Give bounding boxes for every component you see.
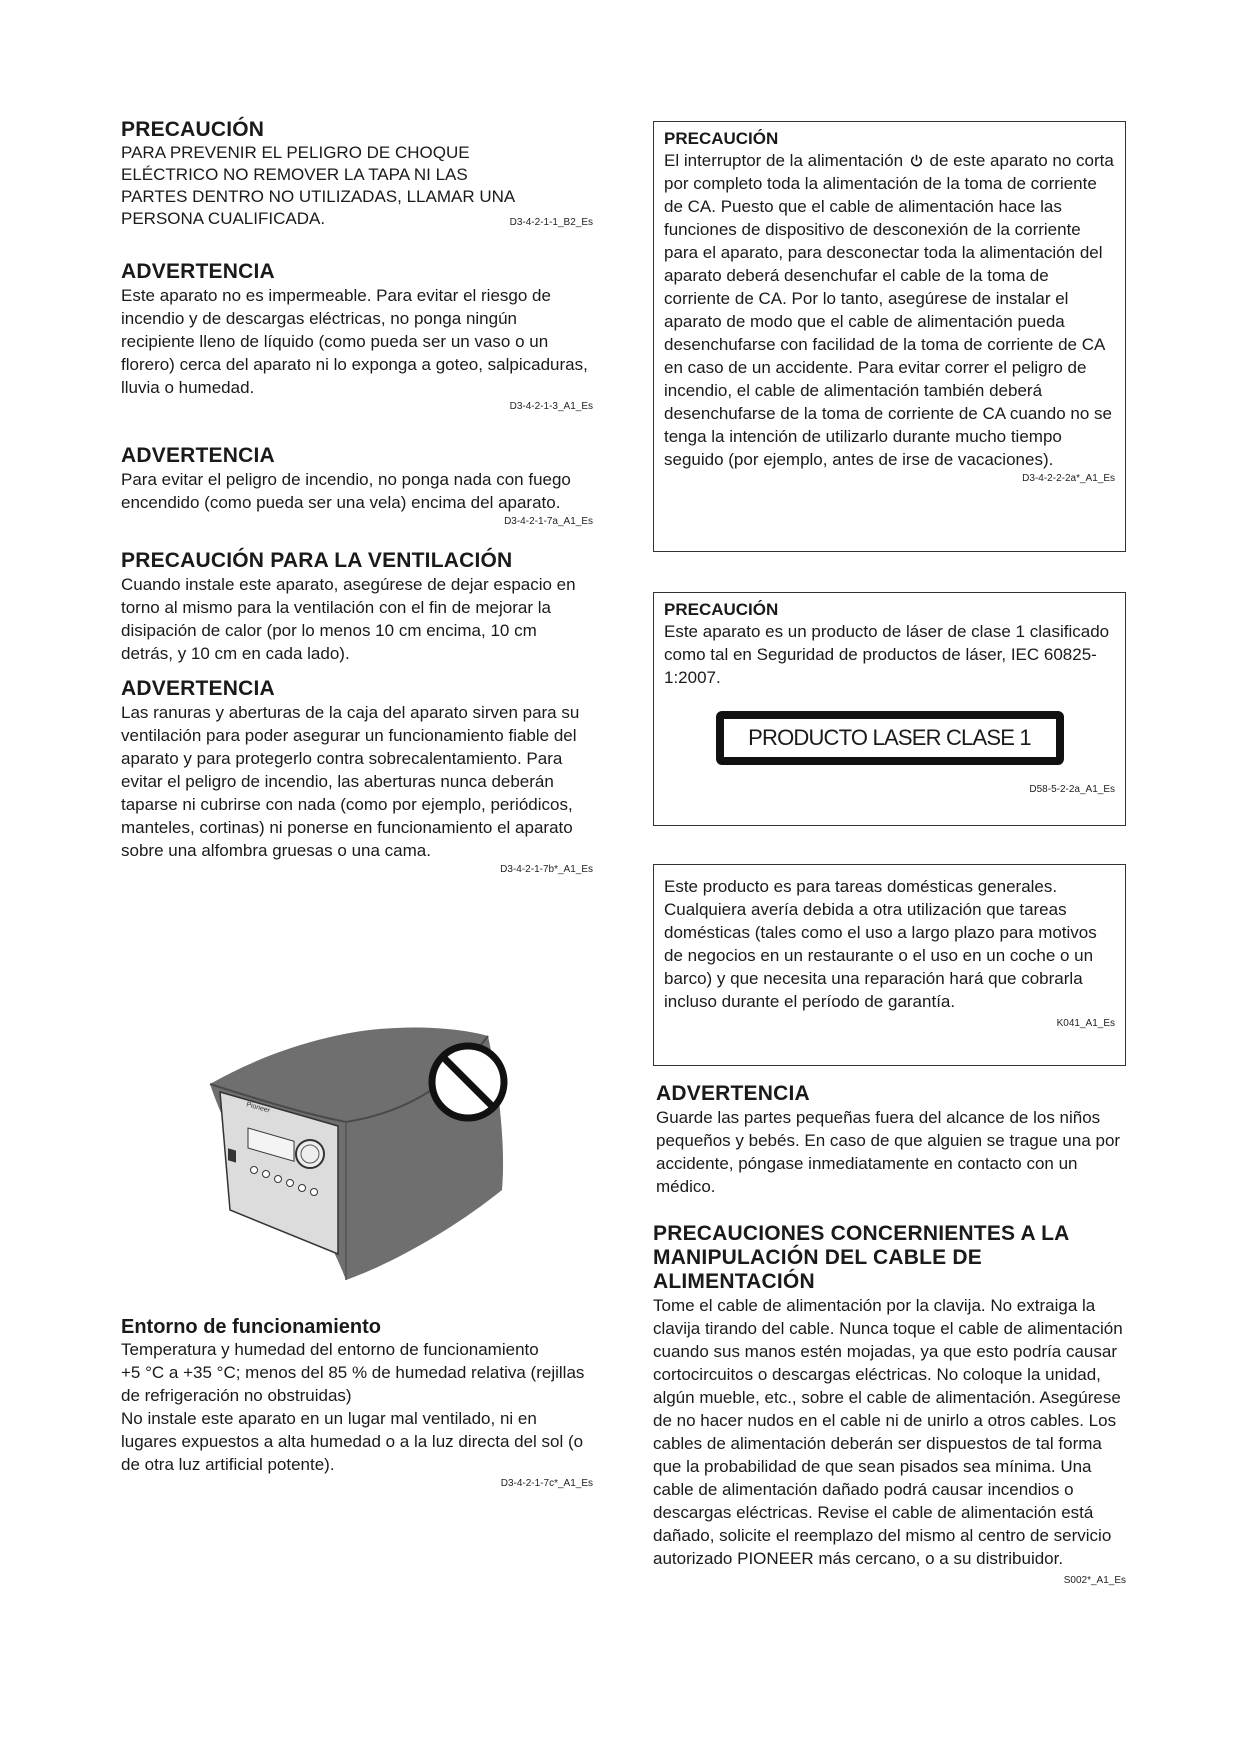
section-advertencia-impermeable: [121, 260, 593, 414]
reference-code: D3-4-2-1-1_B2_Es: [509, 217, 593, 228]
section-title: PRECAUCIÓN: [121, 118, 265, 141]
laser-class-label: [716, 711, 1064, 765]
warning-line: [121, 208, 593, 230]
box-title: PRECAUCIÓN: [664, 600, 779, 619]
box-body: Este aparato es un producto de láser de clase 1 clasificado como tal en Seguridad de productos de láser, IEC 60825-1:2007.: [664, 622, 1110, 687]
section-advertencia-aberturas: [121, 677, 593, 877]
reference-code: S002*_A1_Es: [1063, 1575, 1126, 1586]
box-precaucion-laser: [653, 592, 1126, 826]
section-precaucion-choque: [121, 118, 593, 230]
reference-code: D3-4-2-1-7c*_A1_Es: [500, 1478, 593, 1489]
box-body: [664, 149, 1115, 471]
section-entorno-funcionamiento: [121, 1316, 593, 1491]
section-body: Temperatura y humedad del entorno de funcionamiento +5 °C a +35 °C; menos del 85 % de humedad relativa (rejillas de refrigeración no obstruidas) No instale este aparato en un lugar mal ventilado, ni en lugares expuestos a alta humedad o a la luz directa del sol (o de otra luz artificial potente).: [121, 1340, 585, 1474]
reference-code: D3-4-2-1-7a_A1_Es: [504, 516, 593, 527]
section-title: PRECAUCIÓN PARA LA VENTILACIÓN: [121, 549, 513, 572]
reference-code: D3-4-2-1-7b*_A1_Es: [500, 864, 593, 875]
disc-slot: [228, 1148, 236, 1162]
box-precaucion-interruptor: [653, 121, 1126, 552]
warning-line: PARA PREVENIR EL PELIGRO DE CHOQUE: [121, 143, 470, 162]
section-title: ADVERTENCIA: [121, 677, 275, 700]
section-title: ADVERTENCIA: [121, 260, 275, 283]
reference-code: D58-5-2-2a_A1_Es: [1029, 784, 1115, 795]
reference-code: D3-4-2-1-3_A1_Es: [509, 401, 593, 412]
section-body: Las ranuras y aberturas de la caja del aparato sirven para su ventilación para poder asegurar un funcionamiento fiable del aparato y para protegerlo contra sobrecalentamiento. Para evitar el peligro de incendio, las aberturas nunca deberán taparse ni cubrirse con nada (como por ejemplo, periódicos, manteles, cortinas) ni ponerse en funcionamiento el aparato sobre una alfombra gruesas o una cama.: [121, 703, 580, 860]
section-cable-alimentacion: [653, 1222, 1126, 1588]
section-title: ADVERTENCIA: [121, 444, 275, 467]
section-title: ADVERTENCIA: [656, 1082, 810, 1105]
prohibition-icon: [432, 1046, 504, 1118]
section-advertencia-partes: [653, 1082, 1126, 1198]
section-body: Para evitar el peligro de incendio, no ponga nada con fuego encendido (como pueda ser una vela) encima del aparato.: [121, 470, 571, 512]
warning-line: PARTES DENTRO NO UTILIZADAS, LLAMAR UNA: [121, 187, 516, 206]
warning-line-text: PERSONA CUALIFICADA.: [121, 209, 326, 228]
covered-stereo-illustration: [206, 1022, 536, 1284]
section-ventilacion: [121, 549, 593, 665]
section-body: Cuando instale este aparato, asegúrese de dejar espacio en torno al mismo para la ventilación con el fin de mejorar la disipación de calor (por lo menos 10 cm encima, 10 cm detrás, y 10 cm en cada lado).: [121, 575, 576, 663]
section-title: Entorno de funcionamiento: [121, 1316, 381, 1338]
section-advertencia-fuego: [121, 444, 593, 529]
box-uso-domestico: [653, 864, 1126, 1066]
box-title: PRECAUCIÓN: [664, 129, 779, 148]
section-title: PRECAUCIONES CONCERNIENTES A LA MANIPULACIÓN DEL CABLE DE ALIMENTACIÓN: [653, 1222, 1069, 1293]
box-body: Este producto es para tareas domésticas generales. Cualquiera avería debida a otra utilización que tareas domésticas (tales como el uso a largo plazo para motivos de negocios en un restaurante o el uso en un coche o un barco) y que necesita una reparación hará que cobrarla incluso durante el período de garantía.: [664, 877, 1097, 1011]
section-body: Este aparato no es impermeable. Para evitar el riesgo de incendio y de descargas eléctricas, no ponga ningún recipiente lleno de líquido (como pueda ser un vaso o un florero) cerca del aparato ni lo exponga a goteo, salpicaduras, lluvia o humedad.: [121, 286, 588, 397]
reference-code: K041_A1_Es: [1056, 1018, 1115, 1029]
laser-label-text: PRODUCTO LASER CLASE 1: [748, 725, 1031, 750]
section-body: Guarde las partes pequeñas fuera del alcance de los niños pequeños y bebés. En caso de que alguien se trague una por accidente, póngase inmediatamente en contacto con un médico.: [656, 1108, 1121, 1196]
section-entorno: [121, 1316, 593, 1491]
box-body-text: El interruptor de la alimentación: [664, 151, 904, 170]
volume-knob: [296, 1140, 324, 1168]
left-column: [121, 118, 593, 877]
section-body: Tome el cable de alimentación por la clavija. No extraiga la clavija tirando del cable. Nunca toque el cable de alimentación cuando sus manos estén mojadas, ya que esto podría causar cortocircuitos o descargas eléctricas. No coloque la unidad, algún mueble, etc., sobre el cable de alimentación. Asegúrese de no hacer nudos en el cable ni de unirlo a otros cables. Los cables de alimentación deberán ser dispuestos de tal forma que la probabilidad de que sean pisados sea mínima. Una cable de alimentación dañado podrá causar incendios o descargas eléctricas. Revise el cable de alimentación está dañado, solicite el reemplazo del mismo al centro de servicio autorizado PIONEER más cercano, o a su distribuidor.: [653, 1296, 1123, 1568]
warning-line: ELÉCTRICO NO REMOVER LA TAPA NI LAS: [121, 165, 468, 184]
reference-code: D3-4-2-2-2a*_A1_Es: [1022, 473, 1115, 484]
power-icon: [910, 154, 923, 167]
right-column: [653, 121, 1126, 1588]
box-body-text: de este aparato no corta por completo toda la alimentación de la toma de corriente de CA. Puesto que el cable de alimentación hace las funciones de dispositivo de desconexión de la corriente para el aparato, para desconectar toda la alimentación del aparato deberá desenchufar el cable de la toma de corriente de CA. Por lo tanto, asegúrese de instalar el aparato de modo que el cable de alimentación pueda desenchufarse con facilidad de la toma de corriente de CA en caso de un accidente. Para evitar correr el peligro de incendio, el cable de alimentación también deberá desenchufarse de la toma de corriente de CA cuando no se tenga la intención de utilizarlo durante mucho tiempo seguido (por ejemplo, antes de irse de vacaciones).: [664, 151, 1114, 469]
brand-logo: Pioneer: [245, 1101, 271, 1115]
